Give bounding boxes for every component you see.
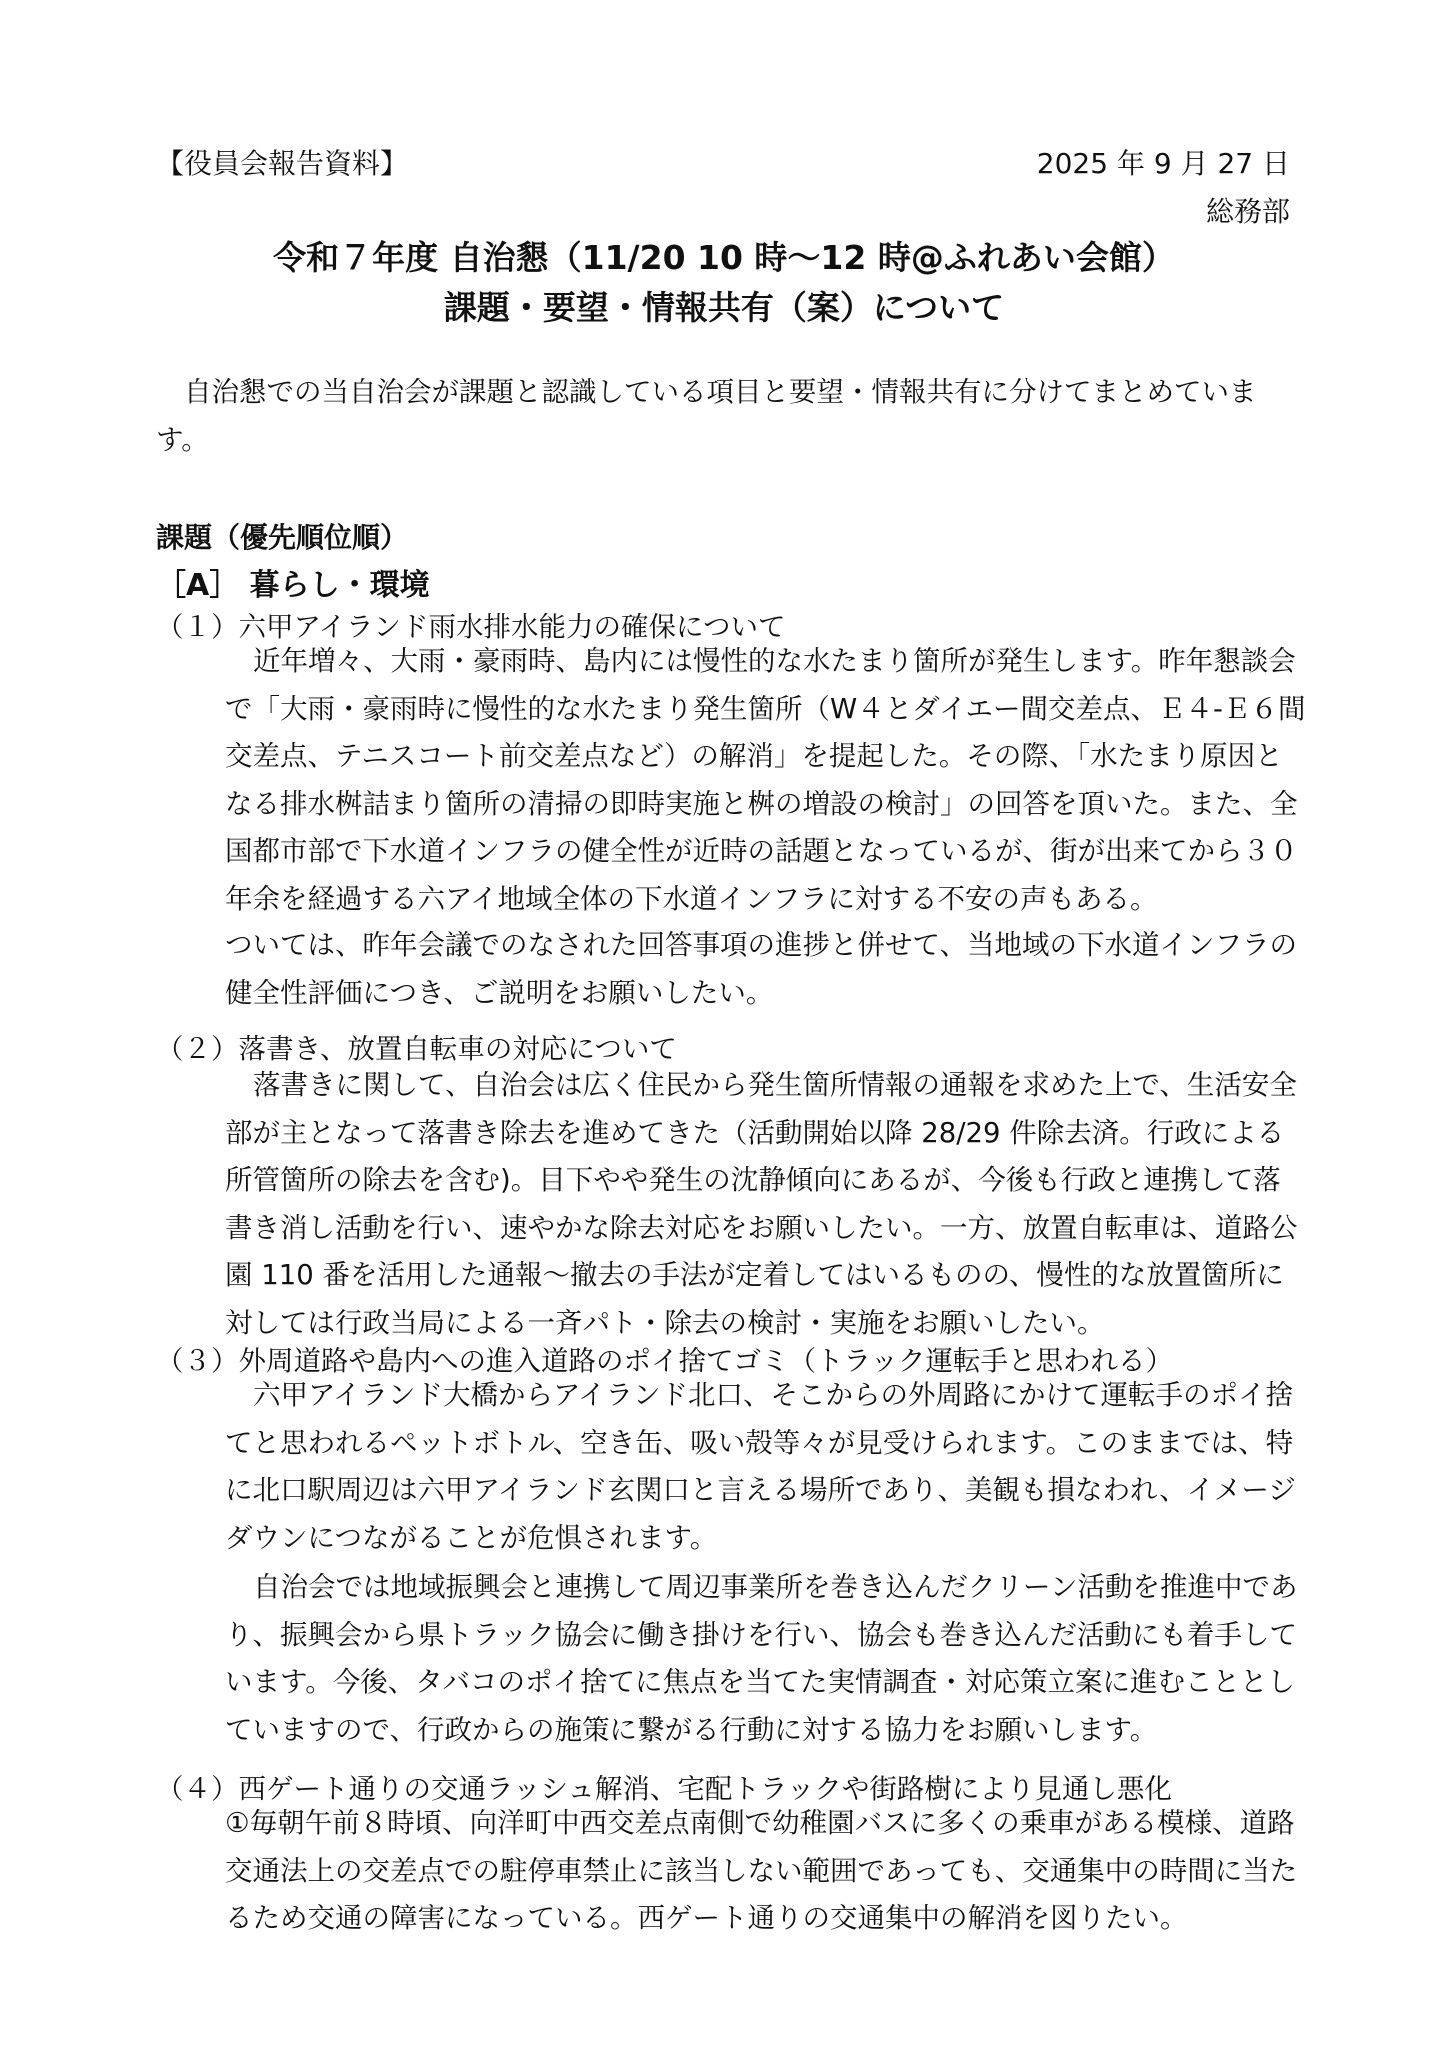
department-name: 総務部: [1205, 195, 1290, 228]
intro-paragraph: 自治懇での当自治会が課題と認識している項目と要望・情報共有に分けてまとめています。: [156, 376, 1257, 456]
report-label: 【役員会報告資料】: [156, 147, 409, 180]
item-3-paragraph-1: 六甲アイランド大橋からアイランド北口、そこからの外周路にかけて運転手のポイ捨てと思われるペットボトル、空き缶、吸い殻等々が見受けられます。このままでは、特に北口駅周辺は六甲アイランド玄関口と言える場所であり、美観も損なわれ、イメージダウンにつながることが危惧されます。: [225, 1379, 1296, 1554]
item-2-title: （２）落書き、放置自転車の対応について: [156, 1033, 677, 1065]
report-date: 2025 年 9 月 27 日: [1036, 147, 1290, 180]
item-4-paragraph-1: ①毎朝午前８時頃、向洋町中西交差点南側で幼稚園バスに多くの乗車がある模様、道路交通法上の交差点での駐停車禁止に該当しない範囲であっても、交通集中の時間に当たるため交通の障害になっている。西ゲート通りの交通集中の解消を図りたい。: [225, 1807, 1298, 1934]
item-3-paragraph-2: 自治会では地域振興会と連携して周辺事業所を巻き込んだクリーン活動を推進中であり、振興会から県トラック協会に働き掛けを行い、協会も巻き込んだ活動にも着手しています。今後、タバコのポイ捨てに焦点を当てた実情調査・対応策立案に進むこととしていますので、行政からの施策に繋がる行動に対する協力をお願いします。: [225, 1571, 1298, 1746]
item-3-title: （３）外周道路や島内への進入道路のポイ捨てゴミ（トラック運転手と思われる）: [156, 1345, 1173, 1377]
item-2-paragraph-1: 落書きに関して、自治会は広く住民から発生箇所情報の通報を求めた上で、生活安全部が主となって落書き除去を進めてきた（活動開始以降 28/29 件除去済。行政による所管箇所の除去を含む)。目下やや発生の沈静傾向にあるが、今後も行政と連携して落書き消し活動を行い、速やかな除去対応をお願いしたい。一方、放置自転車は、道路公園 110 番を活用した通報～撤去の手法が定着してはいるものの、慢性的な放置箇所に対しては行政当局による一斉パト・除去の検討・実施をお願いしたい。: [225, 1069, 1298, 1339]
document-title-line-1: 令和７年度 自治懇（11/20 10 時～12 時@ふれあい会館）: [273, 238, 1175, 277]
section-heading: 課題（優先順位順）: [156, 521, 409, 554]
item-1-paragraph-1: 近年増々、大雨・豪雨時、島内には慢性的な水たまり箇所が発生します。昨年懇談会で「大雨・豪雨時に慢性的な水たまり発生箇所（W４とダイエー間交差点、Ｅ４-Ｅ６間交差点、テニスコート前交差点など）の解消」を提起した。その際、「水たまり原因となる排水桝詰まり箇所の清掃の即時実施と桝の増設の検討」の回答を頂いた。また、全国都市部で下水道インフラの健全性が近時の話題となっているが、街が出来てから３０年余を経過する六アイ地域全体の下水道インフラに対する不安の声もある。: [225, 645, 1306, 915]
item-4-title: （４）西ゲート通りの交通ラッシュ解消、宅配トラックや街路樹により見通し悪化: [156, 1773, 1172, 1805]
category-heading: ［A］ 暮らし・環境: [156, 568, 430, 603]
item-1-title: （１）六甲アイランド雨水排水能力の確保について: [156, 611, 786, 643]
document-title-line-2: 課題・要望・情報共有（案）について: [443, 288, 1005, 327]
item-1-paragraph-2: ついては、昨年会議でのなされた回答事項の進捗と併せて、当地域の下水道インフラの健全性評価につき、ご説明をお願いしたい。: [225, 929, 1297, 1009]
